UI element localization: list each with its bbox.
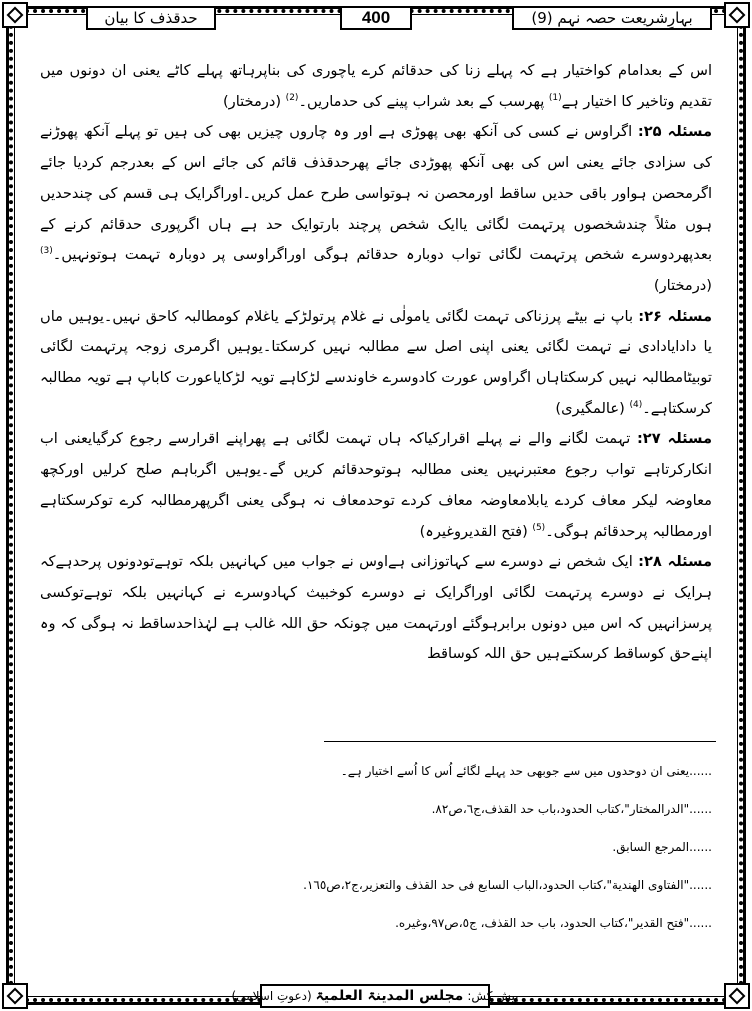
publisher-name: مجلس المدینۃ العلمیۃ [315, 988, 464, 1004]
main-text [40, 56, 712, 670]
footnote-ref: (1) [548, 92, 562, 103]
book-title: بہارِشریعت حصہ نہم (9) [512, 6, 712, 30]
page-footer [231, 984, 519, 1008]
masala-25: مسئلہ ۲۵: اگراوس نے کسی کی آنکھ بھی پھوڑی ہے اور وہ چاروں چیزیں بھی کی ہیں تو پہلے آنکھ پھوڑنے کی سزادی جائے یعنی اس کی بھی آنکھ پھوڑدی جائے پھرحدقذف قائم کی جائے اس کے بعدرجم کردیا جائے اگرمحصن ہواور باقی حدیں ساقط اورمحصن نہ ہوتواسی طرح عمل کریں۔اوراگرایک ہی قسم کی چندحدیں ہوں مثلاً چندشخصوں پرتہمت لگائی یاایک شخص پرچند بارتوایک حد ہے ہاں اگرپوری حدقائم کرنے کے بعدپھردوسرے شخص پرتہمت لگائی تواب دوبارہ حدقائم ہوگی اوراگراوسی پر دوبارہ تہمت ہوتونہیں۔$^{(3)}$ (درمختار) [40, 123, 713, 294]
masala-label: مسئلہ ۲۸: [638, 553, 713, 571]
masala-28: مسئلہ ۲۸: ایک شخص نے دوسرے سے کہاتوزانی ہےاوس نے جواب میں کہانہیں بلکہ توہےتودونوں پرحدہےکہ ہرایک نے دوسرے پرتہمت لگائی اوراگرایک نے دوسرے کوخبیث کہادوسرے نے کہانہیں بلکہ توہےتوکسی پرسزانہیں کہ اس میں دونوں برابرہوگئے اورتہمت میں چونکہ حق اللہ غالب ہے لہٰذاحدساقط نہ ہوگی کہ وہ اپنےحق کوساقط کرسکتےہیں حق اللہ کوساقط [40, 553, 713, 663]
masala-27: مسئلہ ۲۷: تہمت لگانے والے نے پہلے اقرارکیاکہ ہاں تہمت لگائی ہے پھراپنے اقرارسے رجوع کرگیایعنی اب انکارکرتاہے تواب رجوع معتبرنہیں یعنی مطالبہ ہوتوحدقائم کریں گے۔یوہیں اگرباہم صلح کرلیں اورکچھ معاوضہ لیکر معاف کردے یابلامعاوضہ معاف کردے توحدمعاف نہ ہوگی یعنی اگرپھرمطالبہ کرے توکرسکتاہے اورمطالبہ پرحدقائم ہوگی۔$^{(5)}$ (فتح القدیروغیرہ) [40, 430, 713, 540]
footnote-ref: (2) [285, 92, 299, 103]
corner-ornament-icon [724, 2, 750, 28]
footnote-item: ......یعنی ان دوحدوں میں سے جوبھی حد پہلے لگائے اُس کا اُسے اختیار ہے۔ [340, 764, 712, 778]
page-number: 400 [340, 6, 412, 30]
footnote-ref: (3) [40, 246, 53, 257]
footnote-ref: (5) [532, 522, 546, 533]
publisher-org: (دعوتِ اسلامی) [231, 989, 312, 1003]
footnote-item: ......المرجع السابق. [612, 840, 712, 854]
chapter-title: حدقذف کا بیان [86, 6, 216, 30]
corner-ornament-icon [2, 983, 28, 1009]
masala-label: مسئلہ ۲۶: [638, 307, 713, 325]
footnote-item: ......"فتح القدير"،كتاب الحدود، باب حد القذف، ج٥،ص٩٧،وغيره. [395, 916, 712, 930]
corner-ornament-icon [724, 983, 750, 1009]
masala-label: مسئلہ ۲۵: [637, 123, 713, 141]
source-citation: (فتح القدیروغیرہ) [419, 522, 533, 540]
masala-26: مسئلہ ۲۶: باپ نے بیٹے پرزناکی تہمت لگائی یامولٰی نے غلام پرتولڑکے یاغلام کومطالبہ کاحق نہیں۔یوہیں ماں یا دادایادادی نے تہمت لگائی یعنی اپنی اصل سے مطالبہ نہیں کرسکتا۔یوہیں اگرمری زوجہ پرتہمت لگائی توبیٹامطالبہ نہیں کرسکتاہاں اگراوس عورت کادوسرے خاوندسے لڑکاہے تویہ لڑکایاعورت کاباپ ہے تویہ مطالبہ کرسکتاہے۔$^{(4)}$ (عالمگیری) [40, 307, 713, 417]
footnote-item: ......"الفتاوى الهندية"،كتاب الحدود،الباب السابع فى حد القذف والتعزير،ج٢،ص١٦٥. [303, 878, 712, 892]
footnote-divider [324, 741, 716, 742]
source-citation: (عالمگیری) [555, 399, 630, 417]
footer-prefix: پیش کش: [467, 989, 519, 1003]
source-citation: (درمختار) [653, 276, 712, 294]
corner-ornament-icon [2, 2, 28, 28]
source-citation: (درمختار) [222, 92, 286, 110]
footnote-ref: (4) [629, 399, 643, 410]
paragraph-intro: اس کے بعدامام کواختیار ہے کہ پہلے زنا کی حدقائم کرے یاچوری کی بناپرہاتھ پہلے کاٹے یعنی ان دونوں میں تقدیم وتاخیر کا اختیار ہے$^{(1)}$ پھرسب کے بعد شراب پینے کی حدماریں۔$^{(2)}$ (درمختار) [40, 62, 712, 110]
page-header [26, 3, 726, 33]
footnotes [40, 752, 712, 942]
footnote-item: ......"الدرالمختار"،کتاب الحدود،باب حد القذف،ج٦،ص٨٢. [431, 802, 712, 816]
masala-label: مسئلہ ۲۷: [636, 430, 713, 448]
